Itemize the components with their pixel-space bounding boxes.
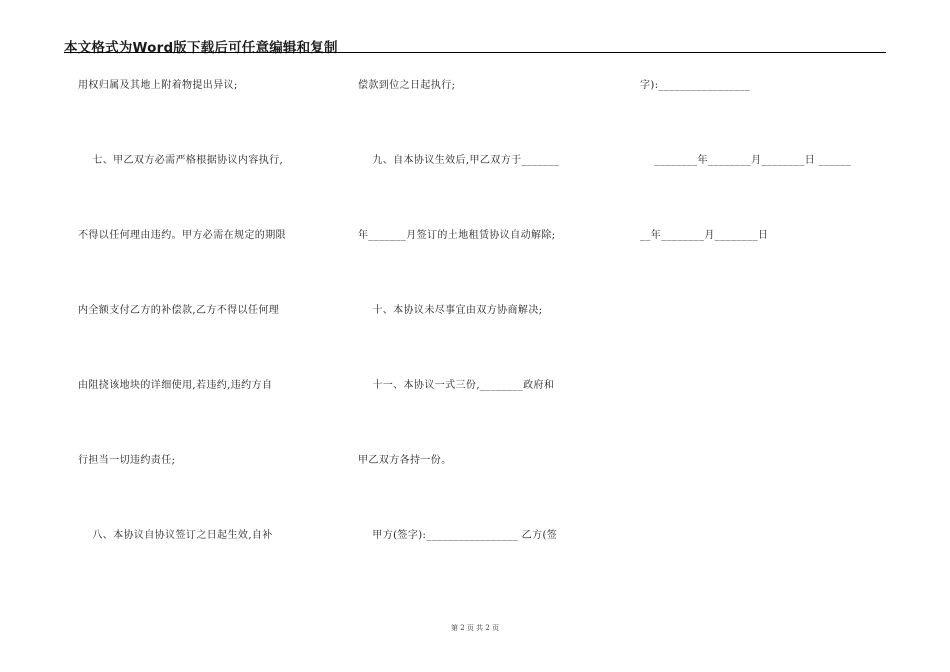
left-col-line-1: 用权归属及其地上附着物提出异议; <box>78 80 238 91</box>
middle-col-line-1: 偿款到位之日起执行; <box>358 80 456 91</box>
left-col-line-4: 内全额支付乙方的补偿款,乙方不得以任何理 <box>78 305 280 316</box>
left-col-line-2: 七、甲乙双方必需严格根据协议内容执行, <box>78 155 284 166</box>
middle-col-line-2: 九、自本协议生效后,甲乙双方于_______ <box>358 155 560 166</box>
middle-col-line-4: 十、本协议未尽事宜由双方协商解决; <box>358 305 543 316</box>
left-col-line-5: 由阻挠该地块的详细使用,若违约,违约方自 <box>78 380 273 391</box>
right-col-line-1: 字):_________________ <box>640 80 751 91</box>
left-col-line-3: 不得以任何理由违约。甲方必需在规定的期限 <box>78 230 286 241</box>
middle-col-line-6: 甲乙双方各持一份。 <box>358 455 452 466</box>
right-col-line-3: __年________月________日 <box>640 230 769 241</box>
middle-col-line-7: 甲方(签字):_________________ 乙方(签 <box>358 530 558 541</box>
right-col-line-2: ________年________月________日 ______ <box>640 155 852 166</box>
page-header-title: 本文格式为Word版下载后可任意编辑和复制 <box>64 40 338 56</box>
middle-col-line-3: 年_______月签订的土地租赁协议自动解除; <box>358 230 556 241</box>
left-col-line-7: 八、本协议自协议签订之日起生效,自补 <box>78 530 273 541</box>
header-divider <box>64 52 886 53</box>
page-number-footer: 第 2 页 共 2 页 <box>450 624 500 632</box>
middle-col-line-5: 十一、本协议一式三份,________政府和 <box>358 380 555 391</box>
left-col-line-6: 行担当一切违约责任; <box>78 455 176 466</box>
